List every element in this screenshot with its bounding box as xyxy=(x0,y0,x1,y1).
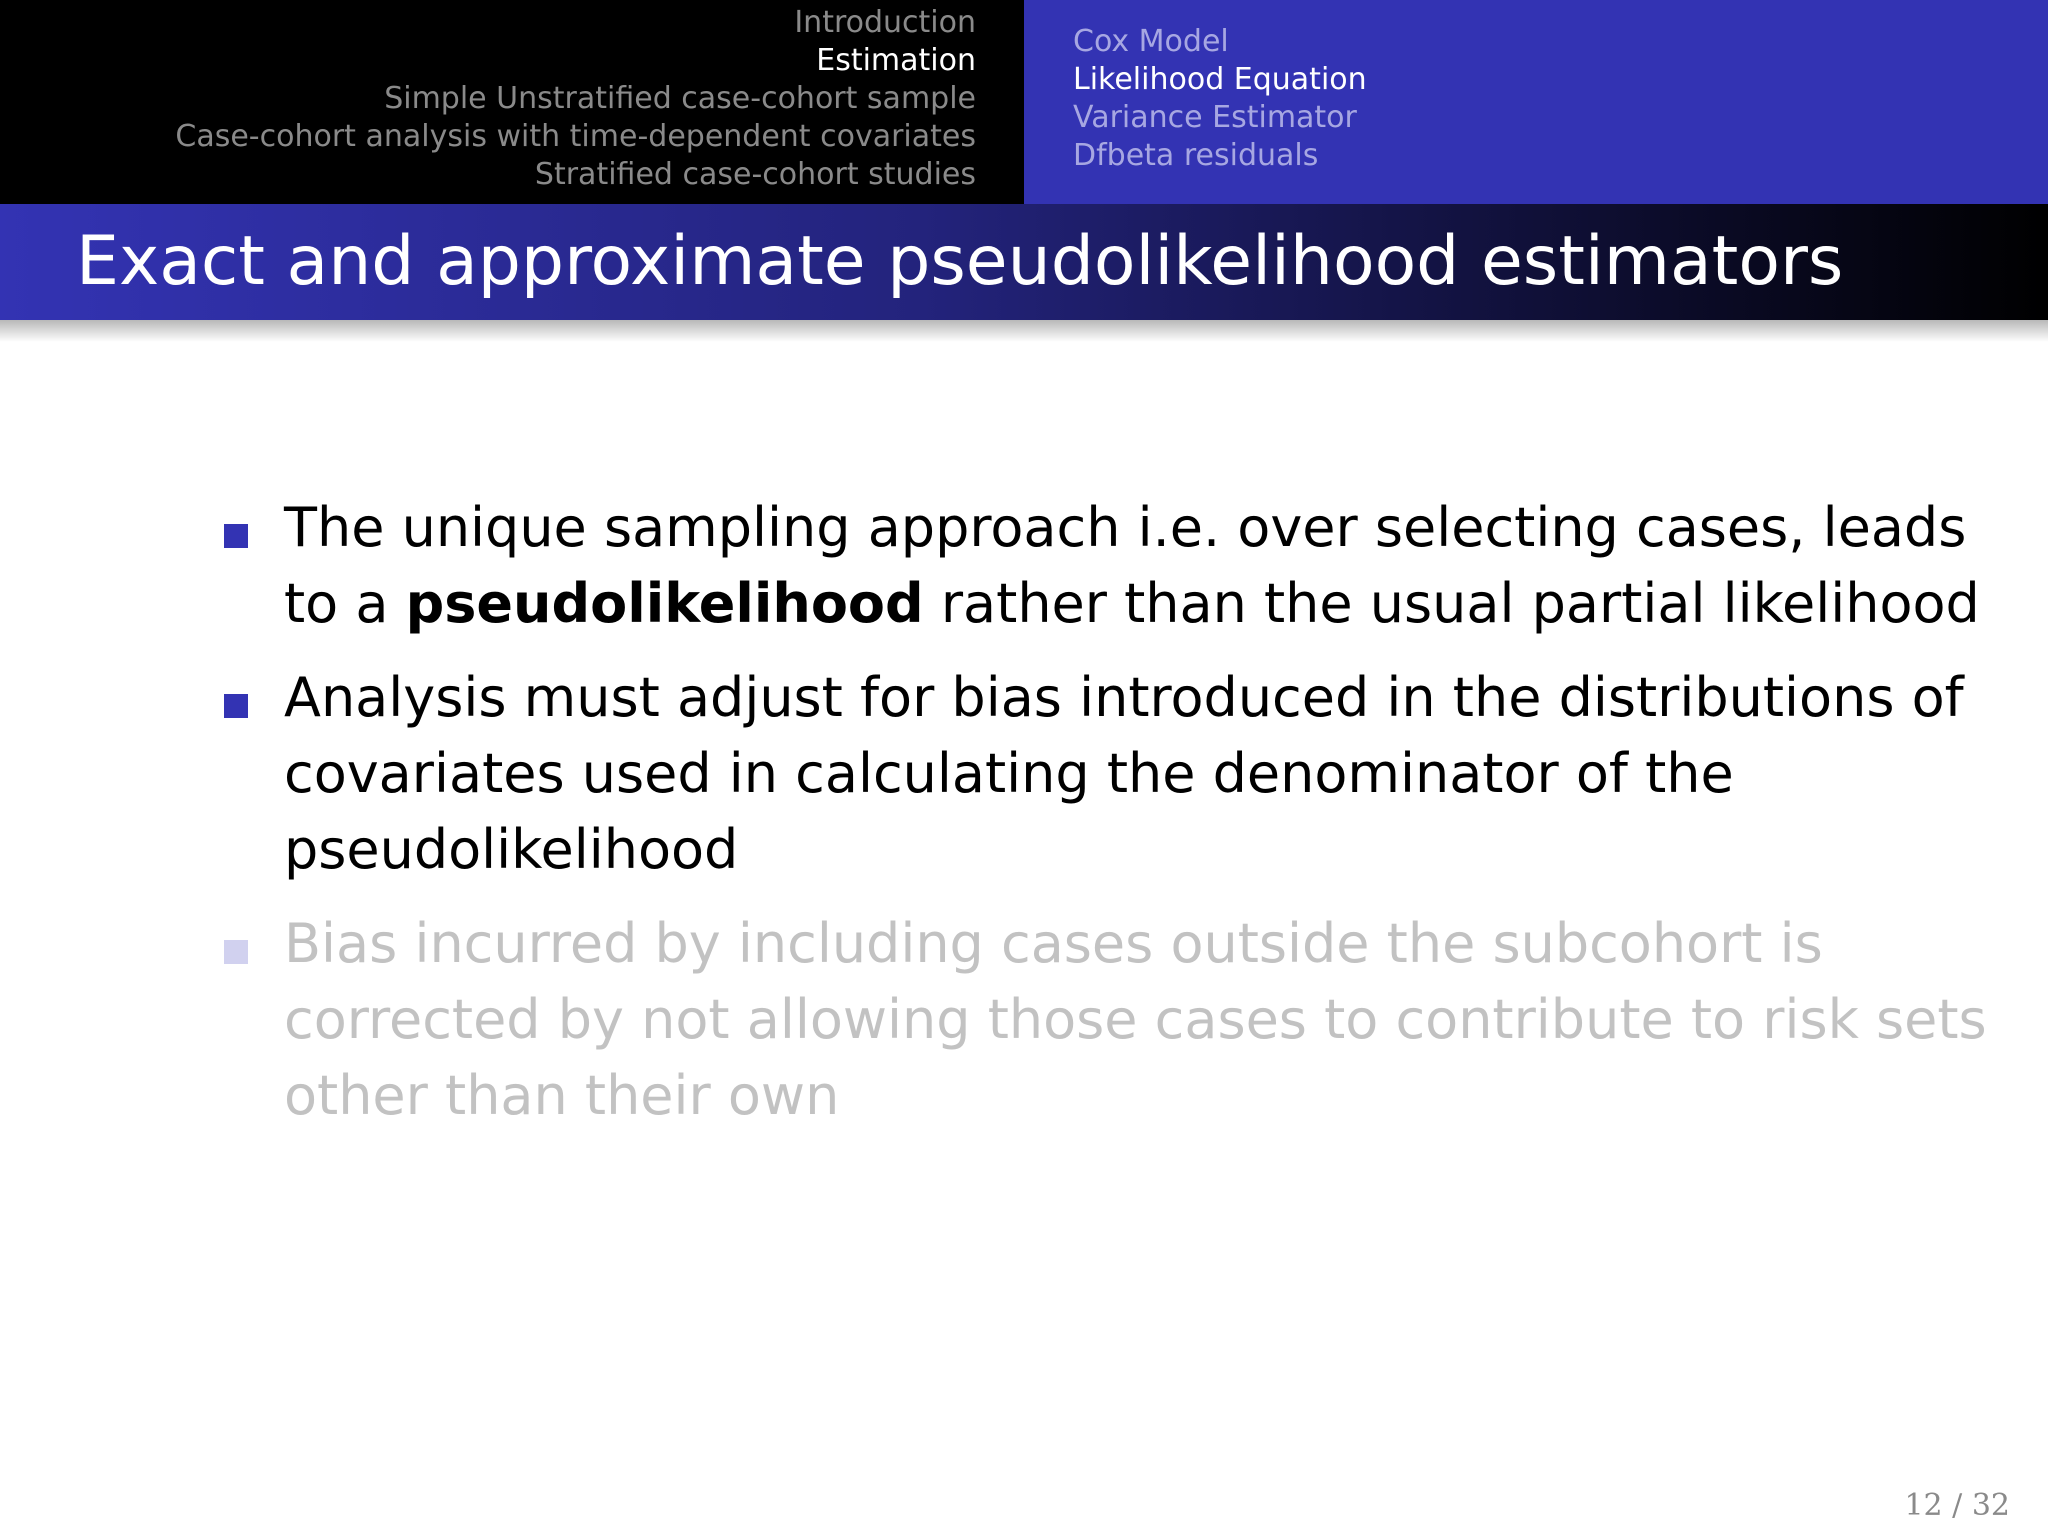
page-number: 12 / 32 xyxy=(1904,1488,2010,1523)
frame-title-shadow xyxy=(0,320,2048,342)
subsection-navigation xyxy=(1024,0,2048,204)
nav-section-time-dependent-covariates[interactable]: Case-cohort analysis with time-dependent covariates xyxy=(175,119,976,154)
bullet-text-line: other than their own xyxy=(284,1064,840,1127)
nav-section-introduction[interactable]: Introduction xyxy=(794,5,976,40)
bullet-text-line: Analysis must adjust for bias introduced in the distributions of xyxy=(284,666,1964,729)
bullet-text-line: covariates used in calculating the denominator of the xyxy=(284,742,1734,805)
bullet-text-line xyxy=(284,566,1980,642)
bullet-square-icon xyxy=(224,524,248,548)
nav-section-stratified[interactable]: Stratified case-cohort studies xyxy=(534,157,976,192)
bullet-text-span: to a xyxy=(284,572,406,635)
nav-subsection-cox-model[interactable]: Cox Model xyxy=(1073,24,1229,59)
nav-subsection-variance-estimator[interactable]: Variance Estimator xyxy=(1073,100,1357,135)
section-navigation xyxy=(0,0,1024,204)
bullet-square-icon xyxy=(224,694,248,718)
bold-term: pseudolikelihood xyxy=(405,572,924,635)
nav-section-simple-unstratified[interactable]: Simple Unstratified case-cohort sample xyxy=(384,81,976,116)
nav-subsection-dfbeta-residuals[interactable]: Dfbeta residuals xyxy=(1073,138,1319,173)
nav-subsection-likelihood-equation[interactable]: Likelihood Equation xyxy=(1073,62,1367,97)
bullet-text-span: rather than the usual partial likelihood xyxy=(923,572,1980,635)
frame-title: Exact and approximate pseudolikelihood estimators xyxy=(76,222,1844,301)
bullet-text-line: The unique sampling approach i.e. over selecting cases, leads xyxy=(284,496,1967,559)
bullet-text-line: Bias incurred by including cases outside the subcohort is xyxy=(284,912,1823,975)
bullet-square-icon xyxy=(224,940,248,964)
bullet-text-line: pseudolikelihood xyxy=(284,818,739,881)
bullet-text-line: corrected by not allowing those cases to contribute to risk sets xyxy=(284,988,1987,1051)
nav-section-estimation[interactable]: Estimation xyxy=(816,43,976,78)
